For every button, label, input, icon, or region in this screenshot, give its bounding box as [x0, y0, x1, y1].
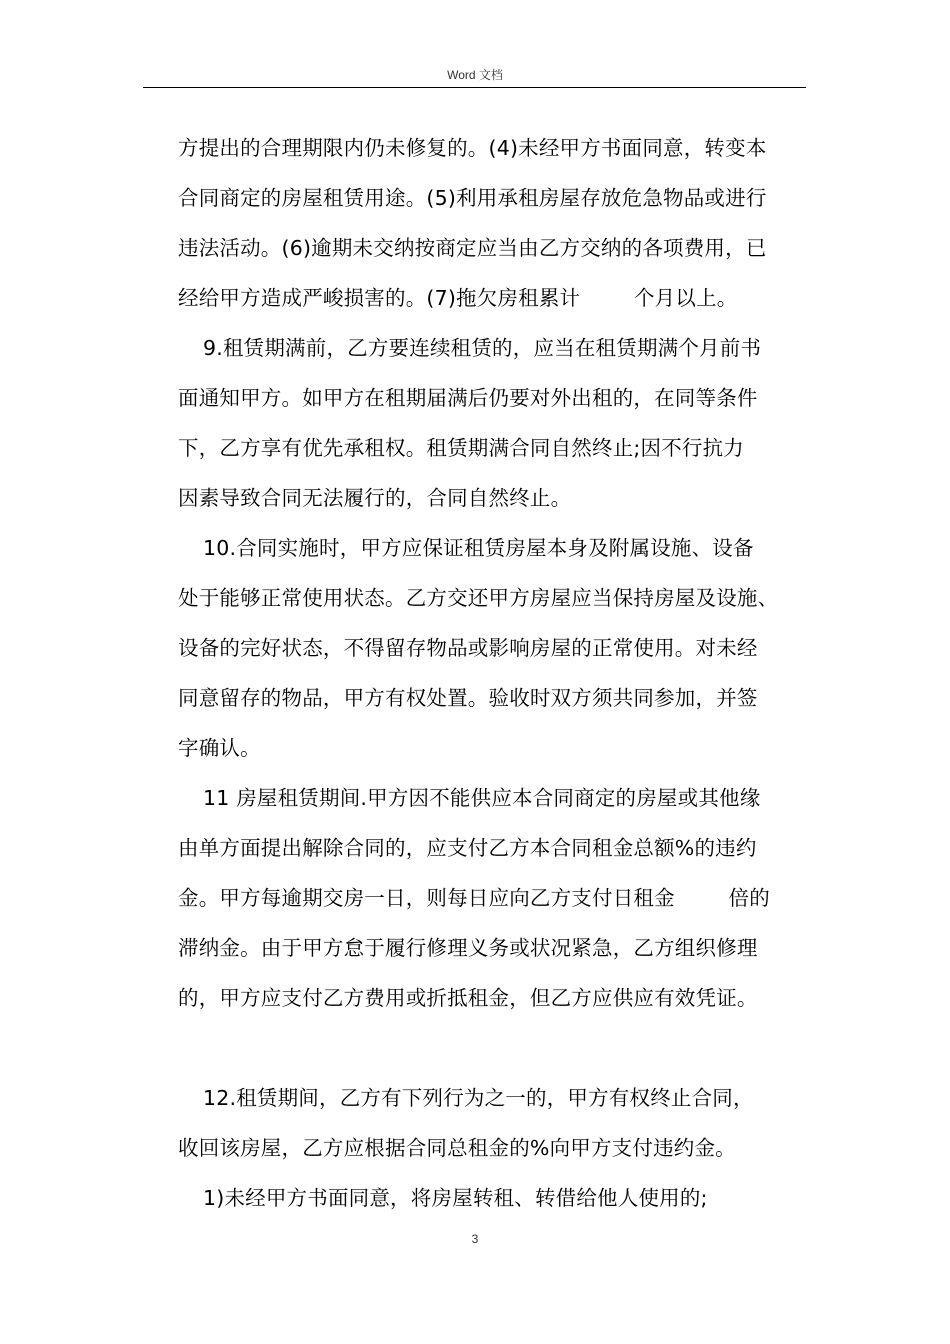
text-line: 的，甲方应支付乙方费用或折抵租金，但乙方应供应有效凭证。 [178, 986, 758, 1010]
text-line: 字确认。 [178, 736, 261, 760]
header-divider [143, 87, 806, 88]
text-line: 设备的完好状态，不得留存物品或影响房屋的正常使用。对未经 [178, 636, 758, 660]
text-line: 由单方面提出解除合同的，应支付乙方本合同租金总额%的违约 [178, 836, 757, 860]
text-line: 因素导致合同无法履行的，合同自然终止。 [178, 486, 572, 510]
text-line: 1)未经甲方书面同意，将房屋转租、转借给他人使用的; [203, 1186, 708, 1210]
text-line: 方提出的合理期限内仍未修复的。(4)未经甲方书面同意，转变本 [178, 136, 767, 160]
page-number: 3 [471, 1232, 479, 1246]
page-header: Word 文档 [447, 68, 503, 82]
text-line: 合同商定的房屋租赁用途。(5)利用承租房屋存放危急物品或进行 [178, 186, 767, 210]
text-line: 9.租赁期满前，乙方要连续租赁的，应当在租赁期满个月前书 [203, 336, 762, 360]
text-line: 处于能够正常使用状态。乙方交还甲方房屋应当保持房屋及设施、 [178, 586, 779, 610]
text-line: 10.合同实施时，甲方应保证租赁房屋本身及附属设施、设备 [203, 536, 754, 560]
text-line: 经给甲方造成严峻损害的。(7)拖欠房租累计 个月以上。 [178, 286, 738, 310]
text-line: 同意留存的物品，甲方有权处置。验收时双方须共同参加，并签 [178, 686, 758, 710]
text-line: 面通知甲方。如甲方在租期届满后仍要对外出租的，在同等条件 [178, 386, 758, 410]
text-line: 金。甲方每逾期交房一日，则每日应向乙方支付日租金 倍的 [178, 886, 770, 910]
text-line: 滞纳金。由于甲方怠于履行修理义务或状况紧急，乙方组织修理 [178, 936, 758, 960]
text-line: 12.租赁期间，乙方有下列行为之一的，甲方有权终止合同， [203, 1086, 754, 1110]
text-line: 违法活动。(6)逾期未交纳按商定应当由乙方交纳的各项费用，已 [178, 236, 767, 260]
text-line: 11 房屋租赁期间.甲方因不能供应本合同商定的房屋或其他缘 [203, 786, 761, 810]
text-line: 下，乙方享有优先承租权。租赁期满合同自然终止;因不行抗力 [178, 436, 745, 460]
text-line: 收回该房屋，乙方应根据合同总租金的%向甲方支付违约金。 [178, 1136, 736, 1160]
